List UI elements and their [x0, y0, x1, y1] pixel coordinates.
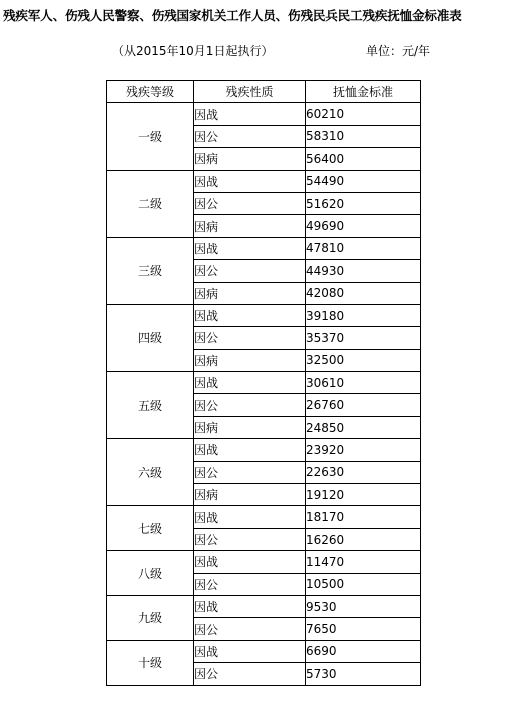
- table-row: [107, 372, 421, 394]
- nature-cell: 因公: [194, 327, 306, 349]
- amount-cell: 58310: [306, 125, 421, 147]
- nature-cell: 因公: [194, 260, 306, 282]
- table-row: [107, 304, 421, 326]
- amount-cell: 39180: [306, 304, 421, 326]
- amount-cell: 56400: [306, 148, 421, 170]
- grade-cell: 十级: [107, 640, 194, 685]
- pension-standards-table: [106, 80, 421, 686]
- table-row: [107, 595, 421, 617]
- header-disability-nature: 残疾性质: [194, 81, 306, 103]
- table-row: [107, 640, 421, 662]
- amount-cell: 44930: [306, 260, 421, 282]
- amount-cell: 23920: [306, 439, 421, 461]
- page-title: 残疾军人、伤残人民警察、伤残国家机关工作人员、伤残民兵民工残疾抚恤金标准表: [3, 8, 462, 23]
- nature-cell: 因病: [194, 349, 306, 371]
- amount-cell: 22630: [306, 461, 421, 483]
- table-body: [107, 103, 421, 685]
- amount-cell: 11470: [306, 551, 421, 573]
- nature-cell: 因公: [194, 663, 306, 685]
- nature-cell: 因战: [194, 237, 306, 259]
- unit-label: 单位：元/年: [366, 44, 431, 58]
- nature-cell: 因战: [194, 595, 306, 617]
- grade-cell: 二级: [107, 170, 194, 237]
- nature-cell: 因战: [194, 640, 306, 662]
- grade-cell: 一级: [107, 103, 194, 170]
- table-row: [107, 439, 421, 461]
- nature-cell: 因战: [194, 551, 306, 573]
- amount-cell: 16260: [306, 528, 421, 550]
- nature-cell: 因病: [194, 484, 306, 506]
- amount-cell: 10500: [306, 573, 421, 595]
- table-row: [107, 237, 421, 259]
- grade-cell: 八级: [107, 551, 194, 596]
- grade-cell: 三级: [107, 237, 194, 304]
- nature-cell: 因病: [194, 282, 306, 304]
- amount-cell: 19120: [306, 484, 421, 506]
- table-header-row: [107, 81, 421, 103]
- nature-cell: 因战: [194, 372, 306, 394]
- nature-cell: 因战: [194, 103, 306, 125]
- amount-cell: 42080: [306, 282, 421, 304]
- amount-cell: 24850: [306, 416, 421, 438]
- effective-date-note: （从2015年10月1日起执行）: [112, 44, 274, 58]
- amount-cell: 30610: [306, 372, 421, 394]
- nature-cell: 因公: [194, 125, 306, 147]
- nature-cell: 因战: [194, 170, 306, 192]
- amount-cell: 51620: [306, 192, 421, 214]
- amount-cell: 18170: [306, 506, 421, 528]
- nature-cell: 因公: [194, 528, 306, 550]
- amount-cell: 7650: [306, 618, 421, 640]
- nature-cell: 因公: [194, 461, 306, 483]
- amount-cell: 32500: [306, 349, 421, 371]
- nature-cell: 因战: [194, 304, 306, 326]
- nature-cell: 因病: [194, 215, 306, 237]
- amount-cell: 26760: [306, 394, 421, 416]
- grade-cell: 六级: [107, 439, 194, 506]
- amount-cell: 47810: [306, 237, 421, 259]
- nature-cell: 因病: [194, 416, 306, 438]
- grade-cell: 九级: [107, 595, 194, 640]
- header-disability-grade: 残疾等级: [107, 81, 194, 103]
- grade-cell: 五级: [107, 372, 194, 439]
- table-row: [107, 170, 421, 192]
- grade-cell: 四级: [107, 304, 194, 371]
- nature-cell: 因公: [194, 192, 306, 214]
- nature-cell: 因战: [194, 439, 306, 461]
- amount-cell: 60210: [306, 103, 421, 125]
- table-row: [107, 103, 421, 125]
- amount-cell: 54490: [306, 170, 421, 192]
- amount-cell: 9530: [306, 595, 421, 617]
- nature-cell: 因公: [194, 394, 306, 416]
- amount-cell: 35370: [306, 327, 421, 349]
- grade-cell: 七级: [107, 506, 194, 551]
- nature-cell: 因病: [194, 148, 306, 170]
- amount-cell: 6690: [306, 640, 421, 662]
- header-pension-amount: 抚恤金标准: [306, 81, 421, 103]
- table-row: [107, 506, 421, 528]
- nature-cell: 因公: [194, 573, 306, 595]
- amount-cell: 5730: [306, 663, 421, 685]
- nature-cell: 因公: [194, 618, 306, 640]
- nature-cell: 因战: [194, 506, 306, 528]
- table-row: [107, 551, 421, 573]
- amount-cell: 49690: [306, 215, 421, 237]
